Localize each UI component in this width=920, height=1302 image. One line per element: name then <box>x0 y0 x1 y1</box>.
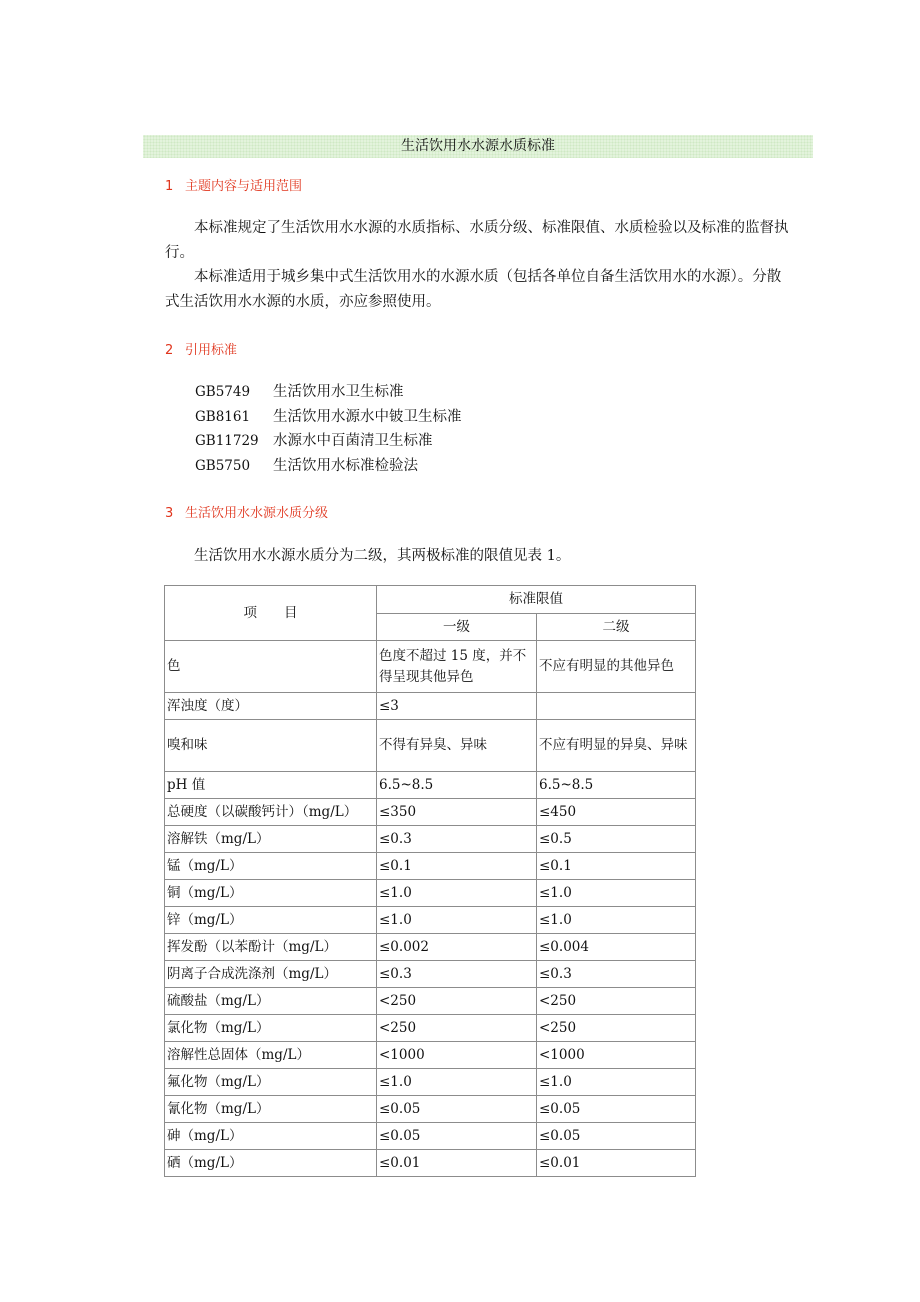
level-1-cell: ≤1.0 <box>377 880 537 907</box>
level-1-cell: ≤1.0 <box>377 907 537 934</box>
level-2-cell: ≤1.0 <box>537 1069 696 1096</box>
table-row <box>165 961 696 988</box>
level-2-cell: ≤0.05 <box>537 1123 696 1150</box>
reference-item <box>195 454 462 479</box>
item-cell: 阴离子合成洗涤剂（mg/L） <box>165 961 377 988</box>
item-cell: 硒（mg/L） <box>165 1150 377 1177</box>
level-2-cell: 不应有明显的异臭、异味 <box>537 720 696 772</box>
table-row <box>165 826 696 853</box>
reference-name: 水源水中百菌清卫生标准 <box>273 433 433 449</box>
item-cell: 氰化物（mg/L） <box>165 1096 377 1123</box>
level-1-cell: ≤0.05 <box>377 1096 537 1123</box>
level-1-cell: ≤0.3 <box>377 826 537 853</box>
table-row <box>165 1123 696 1150</box>
reference-item <box>195 380 462 405</box>
item-cell: 锌（mg/L） <box>165 907 377 934</box>
level-1-cell: ≤0.1 <box>377 853 537 880</box>
level-2-cell: <250 <box>537 1015 696 1042</box>
reference-code: GB5750 <box>195 457 251 474</box>
level-2-cell: ≤0.1 <box>537 853 696 880</box>
item-cell: 铜（mg/L） <box>165 880 377 907</box>
level-1-cell: ≤1.0 <box>377 1069 537 1096</box>
table-row <box>165 988 696 1015</box>
level-1-cell: ≤0.01 <box>377 1150 537 1177</box>
level-1-cell: <1000 <box>377 1042 537 1069</box>
section-1-heading <box>165 175 302 194</box>
item-cell: 总硬度（以碳酸钙计）（mg/L） <box>165 799 377 826</box>
level-1-cell: <250 <box>377 988 537 1015</box>
table-row <box>165 772 696 799</box>
reference-code: GB11729 <box>195 433 259 449</box>
level-1-cell: ≤0.002 <box>377 934 537 961</box>
level-1-cell: <250 <box>377 1015 537 1042</box>
table-row <box>165 907 696 934</box>
section-1-title: 主题内容与适用范围 <box>185 179 303 194</box>
level-2-cell: 6.5~8.5 <box>537 772 696 799</box>
reference-code: GB8161 <box>195 408 251 425</box>
item-cell: 嗅和味 <box>165 720 377 772</box>
table-row <box>165 1150 696 1177</box>
level-2-cell: ≤0.05 <box>537 1096 696 1123</box>
item-cell: 锰（mg/L） <box>165 853 377 880</box>
water-quality-table <box>164 585 696 1177</box>
table-row <box>165 1042 696 1069</box>
level-1-cell: 色度不超过 15 度，并不得呈现其他异色 <box>377 641 537 693</box>
item-cell: 浑浊度（度） <box>165 693 377 720</box>
item-cell: 溶解铁（mg/L） <box>165 826 377 853</box>
level-2-cell: ≤0.004 <box>537 934 696 961</box>
header-limit: 标准限值 <box>377 586 696 614</box>
document-title: 生活饮用水水源水质标准 <box>143 135 813 158</box>
header-level-1: 一级 <box>377 614 537 641</box>
level-2-cell: ≤0.5 <box>537 826 696 853</box>
section-3-heading <box>165 502 328 521</box>
table-row <box>165 853 696 880</box>
reference-name: 生活饮用水标准检验法 <box>273 457 418 474</box>
table-row <box>165 880 696 907</box>
level-2-cell: ≤1.0 <box>537 880 696 907</box>
level-1-cell: ≤3 <box>377 693 537 720</box>
table-header-row <box>165 586 696 614</box>
table-row <box>165 799 696 826</box>
scope-paragraphs <box>165 216 795 314</box>
level-2-cell: <1000 <box>537 1042 696 1069</box>
level-2-cell: 不应有明显的其他异色 <box>537 641 696 693</box>
scope-paragraph-1: 本标准规定了生活饮用水水源的水质指标、水质分级、标准限值、水质检验以及标准的监督执行。 <box>165 220 789 261</box>
reference-item <box>195 429 462 454</box>
item-cell: 挥发酚（以苯酚计（mg/L） <box>165 934 377 961</box>
reference-list <box>195 380 462 478</box>
item-cell: pH 值 <box>165 772 377 799</box>
level-1-cell: ≤0.05 <box>377 1123 537 1150</box>
level-1-cell: ≤350 <box>377 799 537 826</box>
grading-paragraph-block <box>165 544 795 569</box>
level-2-cell: ≤450 <box>537 799 696 826</box>
table-row <box>165 1015 696 1042</box>
table-row <box>165 934 696 961</box>
table-row <box>165 1096 696 1123</box>
section-2-title: 引用标准 <box>185 343 238 358</box>
table-row <box>165 693 696 720</box>
item-cell: 溶解性总固体（mg/L） <box>165 1042 377 1069</box>
section-2-heading <box>165 339 237 358</box>
level-2-cell: ≤0.01 <box>537 1150 696 1177</box>
section-3-title: 生活饮用水水源水质分级 <box>185 506 329 521</box>
grading-paragraph: 生活饮用水水源水质分为二级，其两极标准的限值见表 1。 <box>194 548 571 564</box>
header-level-2: 二级 <box>537 614 696 641</box>
item-cell: 色 <box>165 641 377 693</box>
reference-code: GB5749 <box>195 384 251 400</box>
level-1-cell: ≤0.3 <box>377 961 537 988</box>
section-3-number: 3 <box>165 506 174 521</box>
level-2-cell <box>537 693 696 720</box>
scope-paragraph-2: 本标准适用于城乡集中式生活饮用水的水源水质（包括各单位自备生活饮用水的水源）。分散式生活饮用水水源的水质，亦应参照使用。 <box>165 269 782 310</box>
level-1-cell: 不得有异臭、异味 <box>377 720 537 772</box>
level-1-cell: 6.5~8.5 <box>377 772 537 799</box>
section-2-number: 2 <box>165 343 174 358</box>
reference-name: 生活饮用水卫生标准 <box>273 384 404 400</box>
item-cell: 氟化物（mg/L） <box>165 1069 377 1096</box>
item-cell: 硫酸盐（mg/L） <box>165 988 377 1015</box>
section-1-number: 1 <box>165 179 174 194</box>
reference-item <box>195 405 462 430</box>
level-2-cell: ≤0.3 <box>537 961 696 988</box>
level-2-cell: <250 <box>537 988 696 1015</box>
reference-name: 生活饮用水源水中铍卫生标准 <box>273 408 462 425</box>
level-2-cell: ≤1.0 <box>537 907 696 934</box>
table-row <box>165 720 696 772</box>
item-cell: 氯化物（mg/L） <box>165 1015 377 1042</box>
header-item: 项 目 <box>165 586 377 641</box>
table-row <box>165 641 696 693</box>
table-row <box>165 1069 696 1096</box>
item-cell: 砷（mg/L） <box>165 1123 377 1150</box>
